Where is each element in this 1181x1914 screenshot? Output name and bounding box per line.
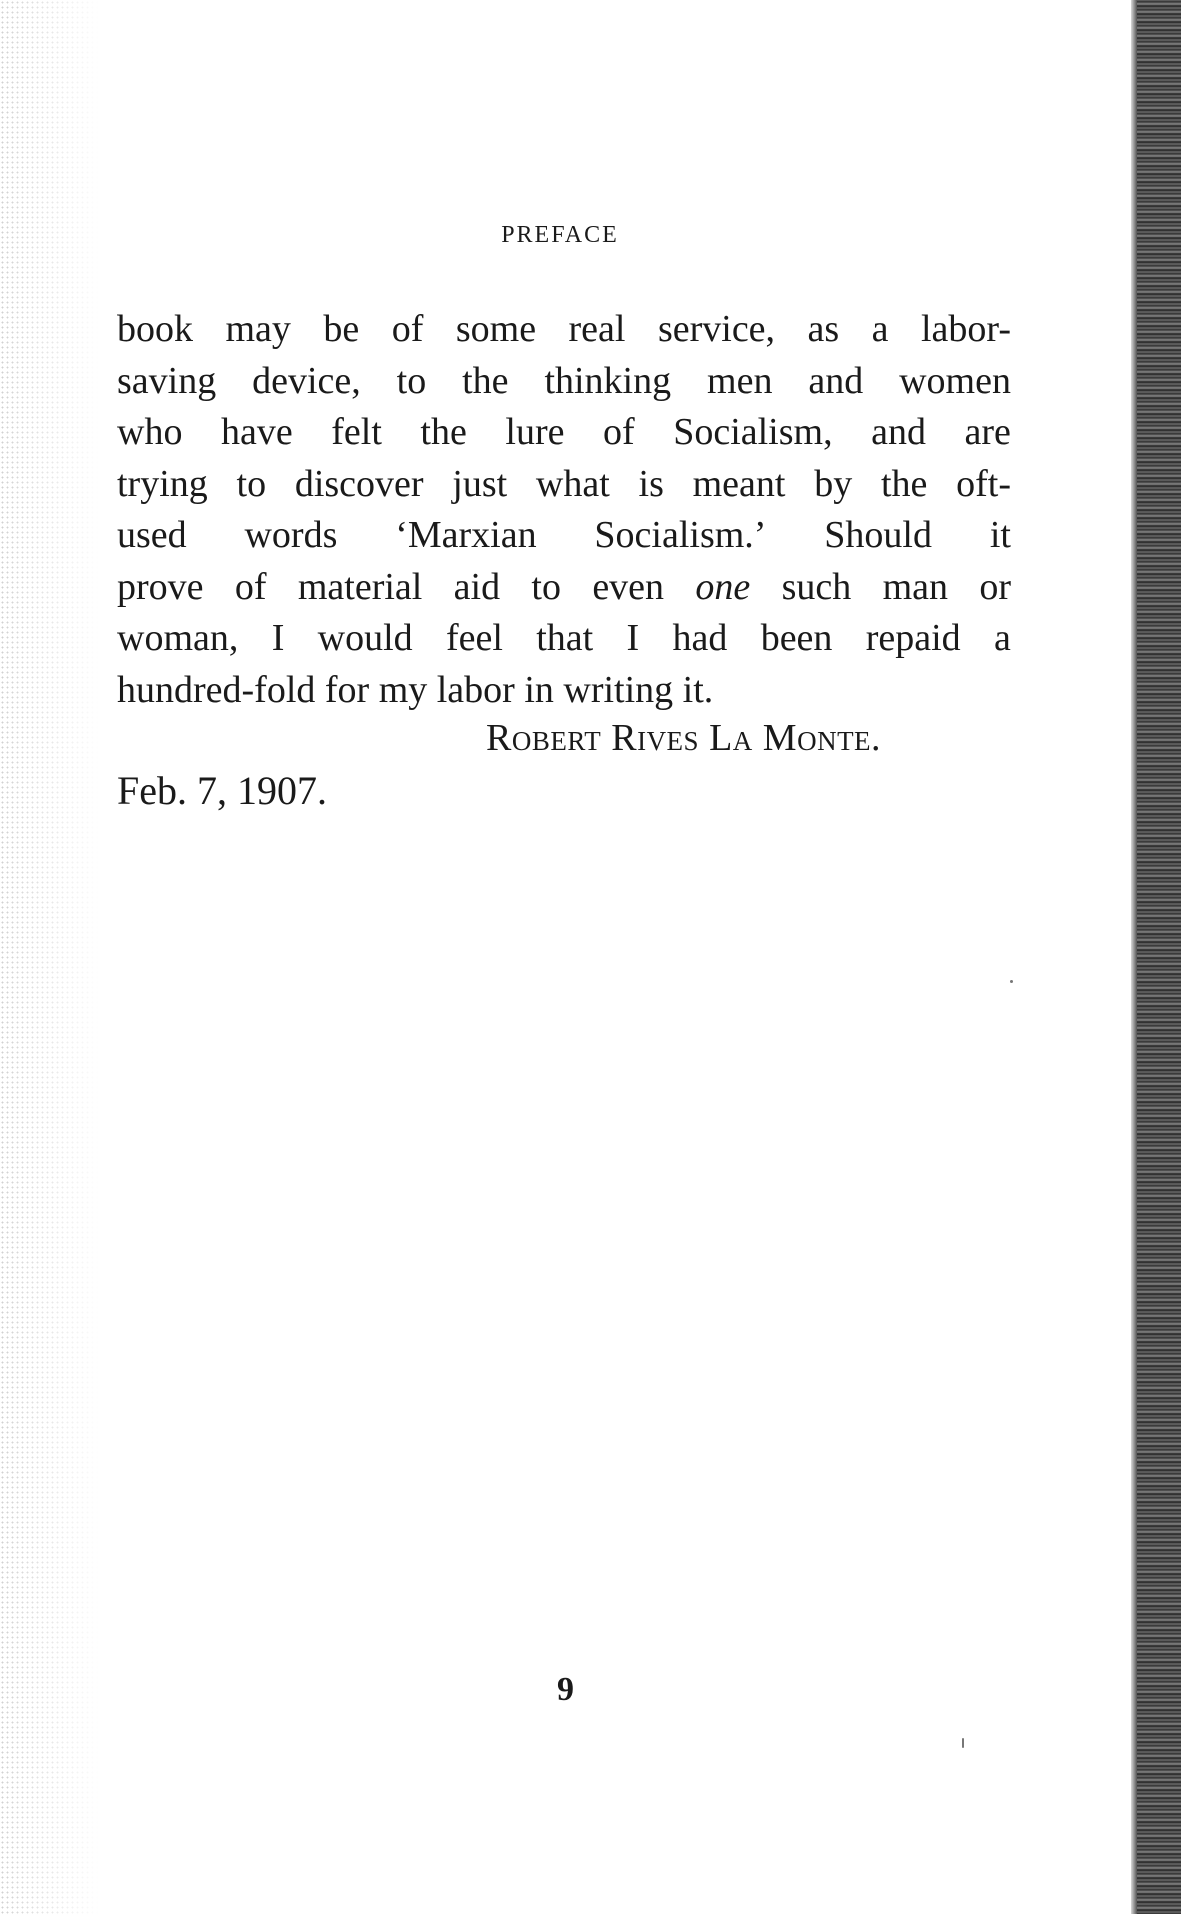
preface-date: Feb. 7, 1907. [117, 768, 327, 813]
running-head: PREFACE [501, 222, 619, 248]
preface-paragraph [117, 304, 1011, 716]
text-line-4: trying to discover just what is meant by the oft- [117, 462, 1011, 505]
text-line-6: prove of material aid to even one such man or [117, 562, 1011, 614]
scan-speck [962, 1738, 964, 1748]
text-line-5: used words ‘Marxian Socialism.’ Should it [117, 514, 1011, 556]
book-spine-edge [1131, 0, 1181, 1914]
author-signature: Robert Rives La Monte. [486, 717, 882, 759]
page-gutter-shadow [1131, 0, 1137, 1914]
paper-texture-left [0, 0, 100, 1914]
text-line-2: saving device, to the thinking men and women [117, 359, 1011, 402]
emphasized-word: one [695, 565, 751, 608]
text-line-3: who have felt the lure of Socialism, and are [117, 411, 1011, 453]
text-line-1: book may be of some real service, as a labor- [117, 308, 1011, 350]
page-number: 9 [557, 1671, 574, 1708]
text-line-8: hundred-fold for my labor in writing it. [117, 668, 714, 711]
text-line-7: woman, I would feel that I had been repaid a [117, 617, 1011, 659]
scan-speck [1010, 980, 1013, 983]
